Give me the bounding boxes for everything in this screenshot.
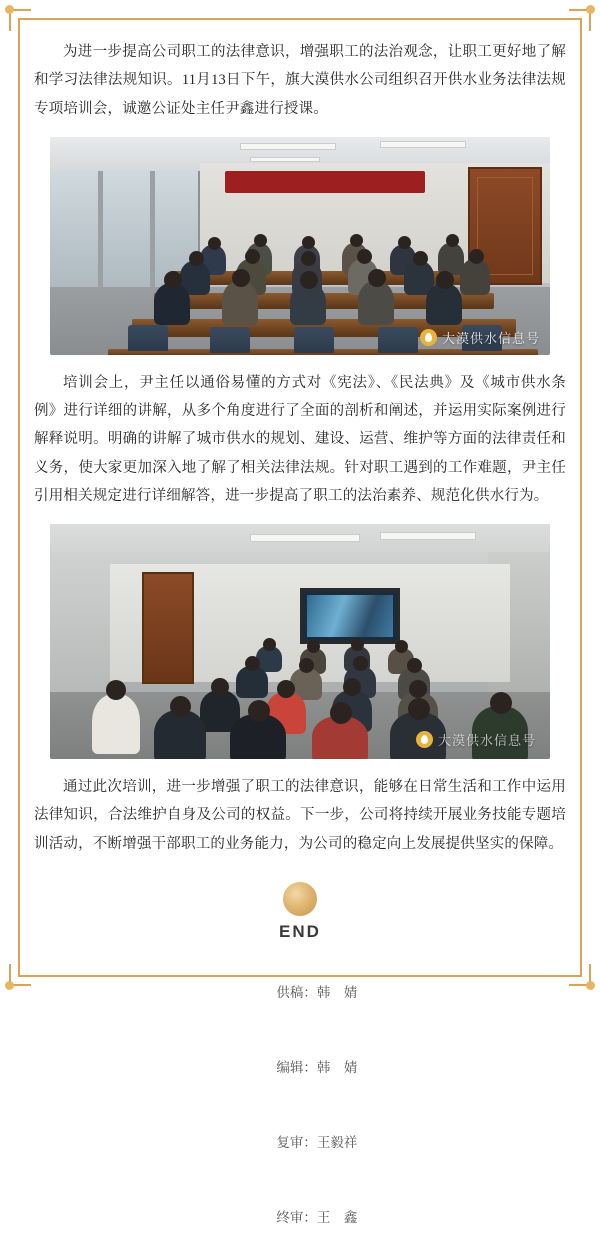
credit-row <box>34 1181 566 1256</box>
credit-row <box>34 1106 566 1181</box>
credit-role-3: 终审： <box>276 1209 317 1225</box>
end-ornament-icon <box>283 882 317 916</box>
watermark-logo-icon <box>420 329 437 346</box>
watermark-logo-icon-2 <box>416 731 433 748</box>
photo-2-watermark <box>416 730 536 749</box>
frame-border-left <box>18 18 20 977</box>
frame-border-top <box>18 18 582 20</box>
end-label: END <box>279 921 321 941</box>
credit-row <box>34 956 566 1031</box>
photo-2-watermark-text: 大漠供水信息号 <box>437 733 536 749</box>
paragraph-training-content: 培训会上，尹主任以通俗易懂的方式对《宪法》、《民法典》及《城市供水条例》进行详细的讲解，从多个角度进行了全面的剖析和阐述，并运用实际案例进行解释说明。明确的讲解了城市供水的规划、建设、运营、维护等方面的法律责任和义务，使大家更加深入地了解了相关法律法规。针对职工遇到的工作难题，尹主任引用相关规定进行详细解答，进一步提高了职工的法治素养、规范化供水行为。 <box>34 374 566 504</box>
photo-1-watermark <box>420 328 540 347</box>
credit-row <box>34 1031 566 1106</box>
photo-1-scene <box>50 137 550 355</box>
credit-role-2: 复审： <box>276 1134 317 1150</box>
end-block <box>34 882 566 1256</box>
credit-name-2: 王毅祥 <box>316 1134 358 1150</box>
credit-role-0: 供稿： <box>276 984 317 1000</box>
credits-list <box>34 956 566 1256</box>
paragraph-conclusion: 通过此次培训，进一步增强了职工的法律意识，能够在日常生活和工作中运用法律知识，合法维护自身及公司的权益。下一步，公司将持续开展业务技能专题培训活动，不断增强干部职工的业务能力，为公司的稳定向上发展提供坚实的保障。 <box>34 779 566 852</box>
credit-name-3: 王 鑫 <box>316 1209 358 1225</box>
credit-name-1: 韩 婧 <box>316 1059 358 1075</box>
corner-dot-bottom-right <box>586 981 595 990</box>
photo-2-scene <box>50 524 550 759</box>
training-photo-2 <box>50 524 550 759</box>
frame-border-right <box>580 18 582 977</box>
article-content <box>34 38 566 1256</box>
credit-role-1: 编辑： <box>276 1059 317 1075</box>
corner-dot-bottom-left <box>5 981 14 990</box>
photo-1-watermark-text: 大漠供水信息号 <box>441 330 540 346</box>
corner-dot-top-left <box>5 5 14 14</box>
credit-name-0: 韩 婧 <box>316 984 358 1000</box>
training-photo-1 <box>50 137 550 355</box>
paragraph-intro: 为进一步提高公司职工的法律意识，增强职工的法治观念，让职工更好地了解和学习法律法规知识。11月13日下午，旗大漠供水公司组织召开供水业务法律法规专项培训会，诚邀公证处主任尹鑫进行授课。 <box>34 44 566 117</box>
corner-dot-top-right <box>586 5 595 14</box>
